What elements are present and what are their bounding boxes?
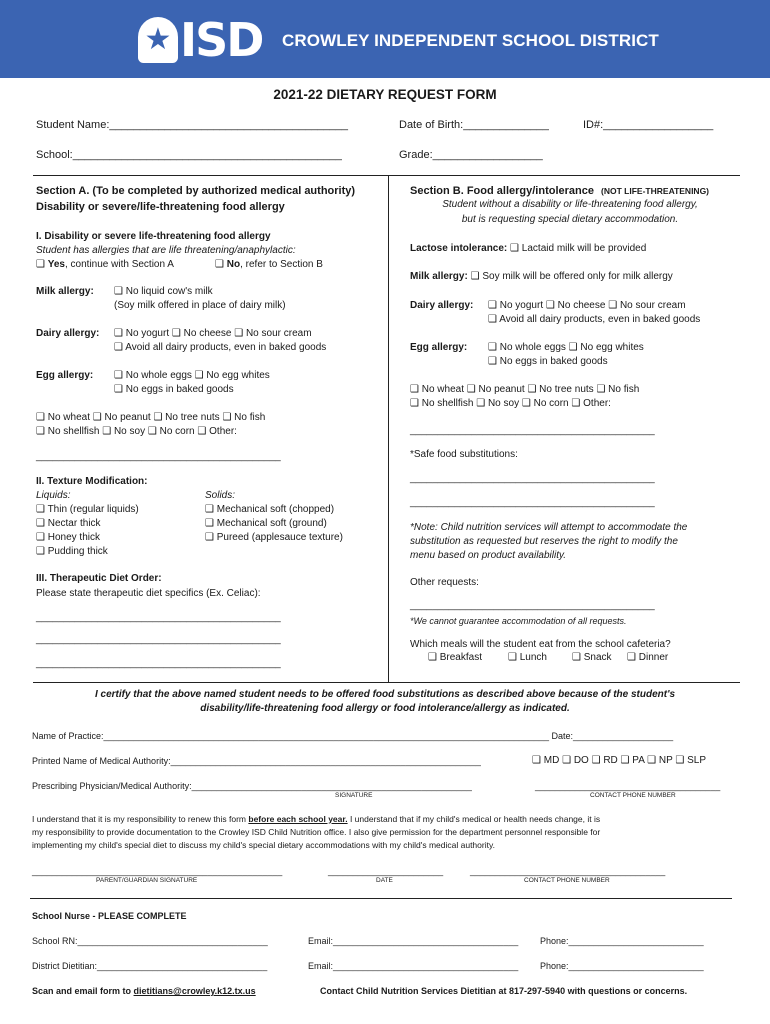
- dietitian-phone-field[interactable]: Phone:___________________________: [540, 961, 704, 971]
- other-blank[interactable]: ____________________________________________: [36, 451, 281, 462]
- school-field[interactable]: School:____________________________________________: [36, 149, 342, 161]
- note-line: substitution as requested but reserves the right to modify the: [410, 536, 678, 547]
- other-requests-label: Other requests:: [410, 577, 479, 588]
- checkbox[interactable]: ❑: [215, 259, 224, 270]
- header-banner: [0, 0, 770, 78]
- egg-b-baked[interactable]: ❑ No eggs in baked goods: [488, 356, 608, 367]
- solid-option[interactable]: ❑ Pureed (applesauce texture): [205, 532, 343, 543]
- milk-option[interactable]: ❑ No liquid cow's milk: [114, 286, 213, 297]
- safe-blank-2[interactable]: ____________________________________________: [410, 497, 655, 508]
- egg-baked-option[interactable]: ❑ No eggs in baked goods: [114, 384, 234, 395]
- yes-option[interactable]: ❑ Yes, continue with Section A: [36, 259, 174, 270]
- scan-instruction: Scan and email form to dietitians@crowley.k12.tx.us: [32, 986, 256, 996]
- physician-signature-field[interactable]: Prescribing Physician/Medical Authority:________________________________________________________: [32, 781, 472, 791]
- credential-options[interactable]: ❑ MD ❑ DO ❑ RD ❑ PA ❑ NP ❑ SLP: [532, 755, 707, 766]
- parent-date-field[interactable]: _______________________: [328, 866, 444, 876]
- section-a-subtitle: Disability or severe/life-threatening food allergy: [36, 201, 285, 213]
- liquids-label: Liquids:: [36, 490, 71, 501]
- milk-allergy-label: Milk allergy:: [36, 286, 94, 297]
- parent-phone-field[interactable]: _______________________________________: [470, 866, 666, 876]
- egg-allergy-label: Egg allergy:: [36, 370, 94, 381]
- dairy-options[interactable]: ❑ No yogurt ❑ No cheese ❑ No sour cream: [114, 328, 312, 339]
- diet-blank-2[interactable]: ____________________________________________: [36, 634, 281, 645]
- dairy-b-options[interactable]: ❑ No yogurt ❑ No cheese ❑ No sour cream: [488, 300, 686, 311]
- physician-phone-field[interactable]: _____________________________________: [535, 781, 721, 791]
- note-line: menu based on product availability.: [410, 550, 567, 561]
- rn-phone-field[interactable]: Phone:___________________________: [540, 936, 704, 946]
- school-rn-field[interactable]: School RN:______________________________________: [32, 936, 268, 946]
- egg-b-options[interactable]: ❑ No whole eggs ❑ No egg whites: [488, 342, 644, 353]
- dietitian-email-field[interactable]: Email:_____________________________________: [308, 961, 519, 971]
- liquid-option[interactable]: ❑ Nectar thick: [36, 518, 101, 529]
- dairy-avoid-option[interactable]: ❑ Avoid all dairy products, even in baked goods: [114, 342, 327, 353]
- section-b-subtitle: Student without a disability or life-threatening food allergy,: [442, 199, 698, 210]
- grade-field[interactable]: Grade:__________________: [399, 149, 543, 161]
- certify-statement: disability/life-threatening food allergy or food intolerance/allergy as indicated.: [200, 703, 570, 714]
- safe-substitutions-label: *Safe food substitutions:: [410, 449, 518, 460]
- meals-question: Which meals will the student eat from the school cafeteria?: [410, 639, 671, 650]
- milk-b-option[interactable]: Milk allergy: ❑ Soy milk will be offered only for milk allergy: [410, 271, 673, 282]
- texture-title: II. Texture Modification:: [36, 476, 148, 487]
- dob-field[interactable]: Date of Birth:______________: [399, 119, 549, 131]
- diet-blank-3[interactable]: ____________________________________________: [36, 658, 281, 669]
- part1-subtitle: Student has allergies that are life threatening/anaphylactic:: [36, 245, 296, 256]
- contact-instruction: Contact Child Nutrition Services Dietitian at 817-297-5940 with questions or concerns.: [320, 986, 688, 996]
- other-b-1[interactable]: ❑ No wheat ❑ No peanut ❑ No tree nuts ❑ No fish: [410, 384, 640, 395]
- other-allergies-2[interactable]: ❑ No shellfish ❑ No soy ❑ No corn ❑ Other:: [36, 426, 237, 437]
- section-b-subtitle: but is requesting special dietary accommodation.: [461, 214, 679, 225]
- section-b-title: Section B. Food allergy/intolerance (NOT LIFE-THREATENING): [410, 185, 710, 197]
- star-icon: ★: [138, 17, 178, 63]
- meal-dinner[interactable]: ❑ Dinner: [627, 652, 669, 663]
- section-divider: [388, 175, 389, 682]
- parent-statement: my responsibility to provide documentation to the Crowley ISD Child Nutrition office. I also give permission for the department personnel responsible for: [32, 827, 601, 837]
- dietitian-email-link[interactable]: dietitians@crowley.k12.tx.us: [133, 986, 256, 996]
- dietitian-field[interactable]: District Dietitian:__________________________________: [32, 961, 268, 971]
- nurse-section-title: School Nurse - PLEASE COMPLETE: [32, 911, 187, 921]
- liquid-option[interactable]: ❑ Pudding thick: [36, 546, 108, 557]
- parent-statement: I understand that it is my responsibility to renew this form before each school year. I understand that if my child's medical or health needs change, it is: [32, 814, 601, 824]
- id-field[interactable]: ID#:__________________: [583, 119, 714, 131]
- form-title: 2021-22 DIETARY REQUEST FORM: [273, 87, 497, 102]
- liquid-option[interactable]: ❑ Honey thick: [36, 532, 100, 543]
- safe-blank-1[interactable]: ____________________________________________: [410, 473, 655, 484]
- signature-caption: SIGNATURE: [335, 792, 373, 799]
- logo-text: ISD: [180, 13, 263, 67]
- other-requests-blank[interactable]: ____________________________________________: [410, 600, 655, 611]
- other-allergies-1[interactable]: ❑ No wheat ❑ No peanut ❑ No tree nuts ❑ No fish: [36, 412, 266, 423]
- practice-field[interactable]: Name of Practice:_________________________________________________________________________________________ Date:____________________: [32, 731, 674, 741]
- rn-email-field[interactable]: Email:_____________________________________: [308, 936, 519, 946]
- date-caption: DATE: [376, 877, 393, 884]
- diet-blank-1[interactable]: ____________________________________________: [36, 612, 281, 623]
- solid-option[interactable]: ❑ Mechanical soft (chopped): [205, 504, 335, 515]
- section-a-title: Section A. (To be completed by authorized medical authority): [36, 185, 356, 197]
- note-line: *Note: Child nutrition services will attempt to accommodate the: [410, 522, 688, 533]
- part1-title: I. Disability or severe life-threatening food allergy: [36, 231, 271, 242]
- divider: [33, 682, 740, 683]
- divider: [30, 898, 732, 899]
- parent-signature-field[interactable]: __________________________________________________: [32, 866, 283, 876]
- other-b-2[interactable]: ❑ No shellfish ❑ No soy ❑ No corn ❑ Other:: [410, 398, 611, 409]
- divider: [33, 175, 740, 176]
- student-name-field[interactable]: Student Name:_______________________________________: [36, 119, 348, 131]
- dairy-b-avoid[interactable]: ❑ Avoid all dairy products, even in baked goods: [488, 314, 701, 325]
- solid-option[interactable]: ❑ Mechanical soft (ground): [205, 518, 327, 529]
- egg-b-label: Egg allergy:: [410, 342, 468, 353]
- liquid-option[interactable]: ❑ Thin (regular liquids): [36, 504, 139, 515]
- other-b-blank[interactable]: ____________________________________________: [410, 425, 655, 436]
- district-name: CROWLEY INDEPENDENT SCHOOL DISTRICT: [282, 31, 659, 50]
- meal-lunch[interactable]: ❑ Lunch: [508, 652, 547, 663]
- parent-signature-caption: PARENT/GUARDIAN SIGNATURE: [96, 877, 198, 884]
- solids-label: Solids:: [205, 490, 236, 501]
- dairy-allergy-label: Dairy allergy:: [36, 328, 100, 339]
- medical-authority-field[interactable]: Printed Name of Medical Authority:______________________________________________________________: [32, 756, 481, 766]
- meal-snack[interactable]: ❑ Snack: [572, 652, 612, 663]
- contact-caption: CONTACT PHONE NUMBER: [590, 792, 676, 799]
- egg-options[interactable]: ❑ No whole eggs ❑ No egg whites: [114, 370, 270, 381]
- district-logo: [138, 14, 262, 66]
- parent-statement: implementing my child's special diet to discuss my child's special dietary accommodations with my child's medical authority.: [32, 840, 495, 850]
- milk-note: (Soy milk offered in place of dairy milk): [114, 300, 286, 311]
- diet-prompt: Please state therapeutic diet specifics (Ex. Celiac):: [36, 588, 261, 599]
- lactose-option[interactable]: Lactose intolerance: ❑ Lactaid milk will be provided: [410, 243, 647, 254]
- diet-title: III. Therapeutic Diet Order:: [36, 573, 162, 584]
- certify-statement: I certify that the above named student needs to be offered food substitutions as described above because of the student's: [94, 689, 676, 700]
- dairy-b-label: Dairy allergy:: [410, 300, 474, 311]
- phone-caption: CONTACT PHONE NUMBER: [524, 877, 610, 884]
- no-guarantee-note: *We cannot guarantee accommodation of all requests.: [410, 616, 627, 626]
- checkbox[interactable]: ❑: [36, 259, 45, 270]
- no-option[interactable]: ❑ No, refer to Section B: [215, 259, 323, 270]
- meal-breakfast[interactable]: ❑ Breakfast: [428, 652, 482, 663]
